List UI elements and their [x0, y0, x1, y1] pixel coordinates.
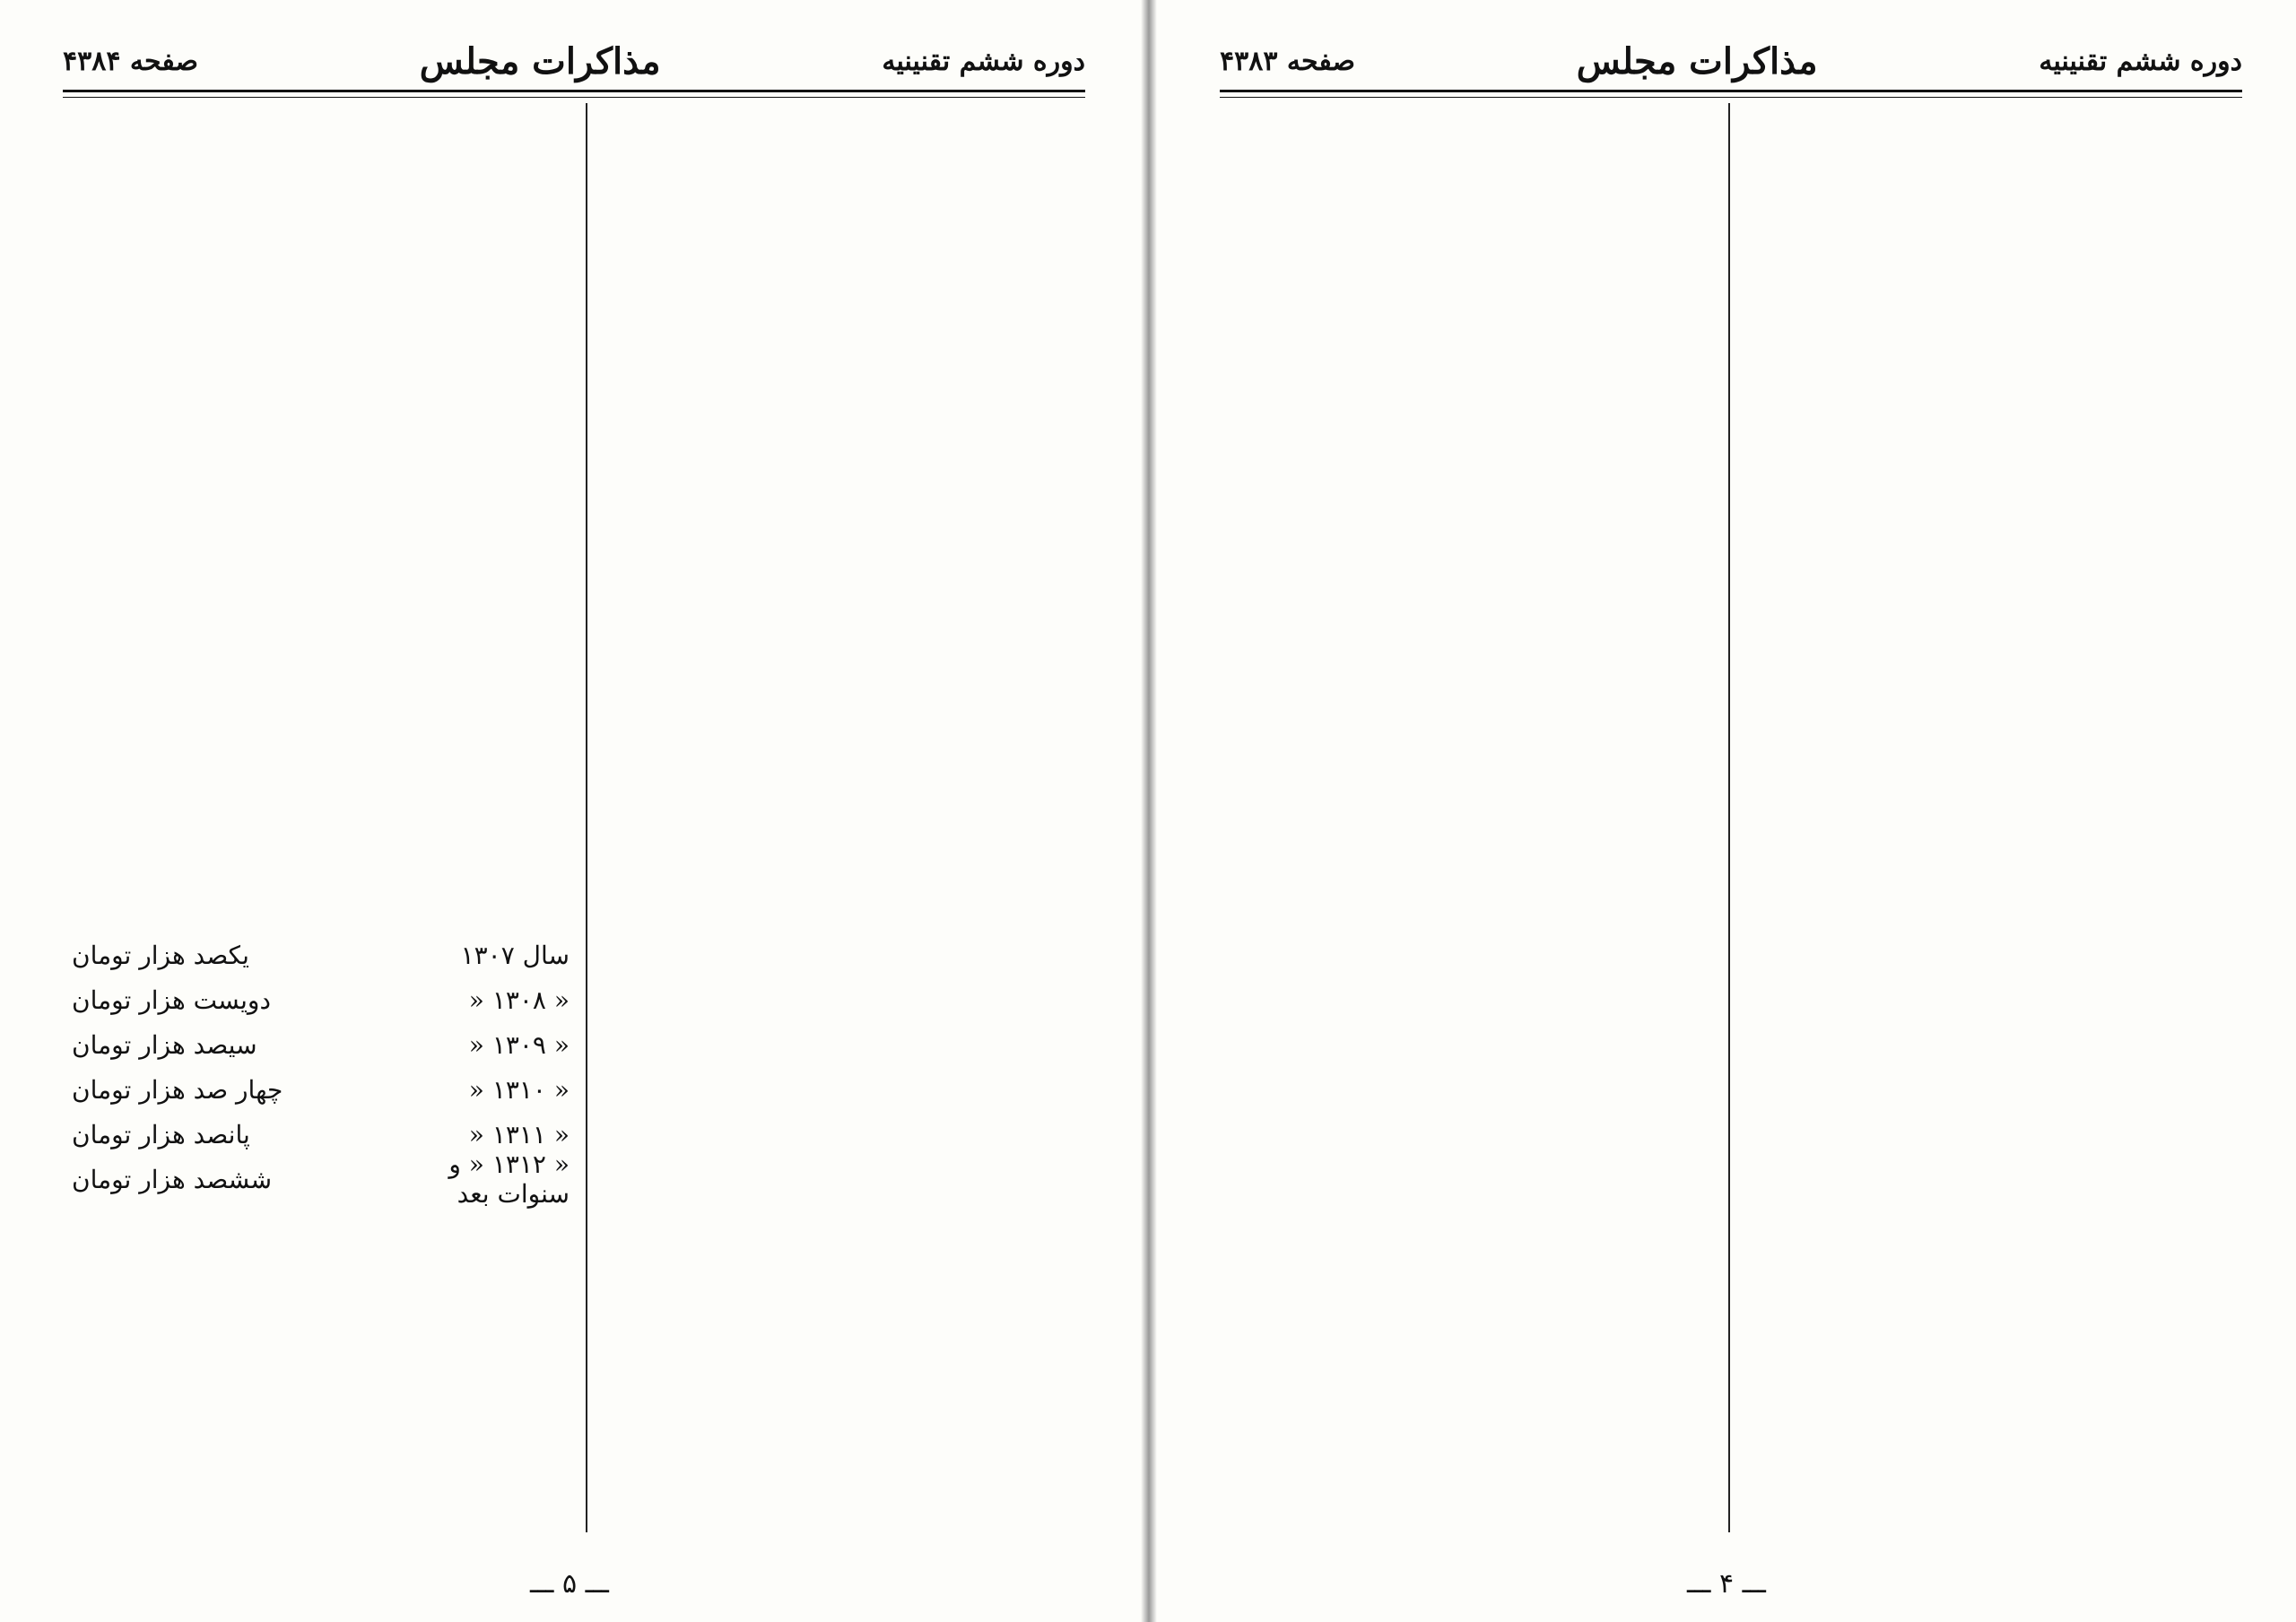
page-left [9, 0, 1130, 1622]
page-header [63, 36, 1085, 86]
amounts-year: « ۱۳۰۸ « [468, 984, 570, 1015]
amounts-year: « ۱۳۱۰ « [468, 1074, 570, 1105]
page-number: صفحه ۴۳۸۴ [63, 45, 198, 77]
page-number: صفحه ۴۳۸۳ [1220, 45, 1355, 77]
header-rule-thin [63, 97, 1085, 98]
amounts-row [63, 932, 578, 977]
header-rule [1220, 90, 2242, 92]
publication-title: مذاکرات مجلس [1576, 39, 1818, 82]
amounts-year: « ۱۳۱۱ « [468, 1119, 570, 1149]
amounts-year: سال ۱۳۰۷ [460, 940, 570, 970]
session-title: دوره ششم تقنینیه [882, 45, 1085, 77]
amounts-year: « ۱۳۱۲ « و سنوات بعد [448, 1149, 570, 1209]
amounts-row [63, 977, 578, 1022]
amounts-value: پانصد هزار تومان [72, 1119, 250, 1149]
amounts-row [63, 1149, 578, 1209]
amounts-table [63, 932, 578, 1209]
text-column-left [1197, 103, 1722, 1532]
session-title: دوره ششم تقنینیه [2039, 45, 2242, 77]
amounts-value: چهار صد هزار تومان [72, 1074, 283, 1105]
text-column-right [1740, 103, 2242, 1532]
header-rule-thin [1220, 97, 2242, 98]
text-column-right [592, 103, 1085, 1532]
amounts-value: سیصد هزار تومان [72, 1029, 257, 1060]
amounts-year: « ۱۳۰۹ « [468, 1029, 570, 1060]
column-divider [586, 103, 587, 1532]
page-footer-number: ـــ ۴ ـــ [1687, 1568, 1766, 1600]
amounts-value: یکصد هزار تومان [72, 940, 249, 970]
page-right [1166, 0, 2287, 1622]
page-footer-number: ـــ ۵ ـــ [530, 1568, 609, 1600]
publication-title: مذاکرات مجلس [419, 39, 661, 82]
header-rule [63, 90, 1085, 92]
text-column-left [63, 103, 578, 1532]
column-divider [1728, 103, 1730, 1532]
page-header [1220, 36, 2242, 86]
page-gutter [1141, 0, 1157, 1622]
amounts-row [63, 1022, 578, 1067]
amounts-value: دویست هزار تومان [72, 984, 271, 1015]
amounts-value: ششصد هزار تومان [72, 1164, 273, 1194]
amounts-row [63, 1067, 578, 1112]
